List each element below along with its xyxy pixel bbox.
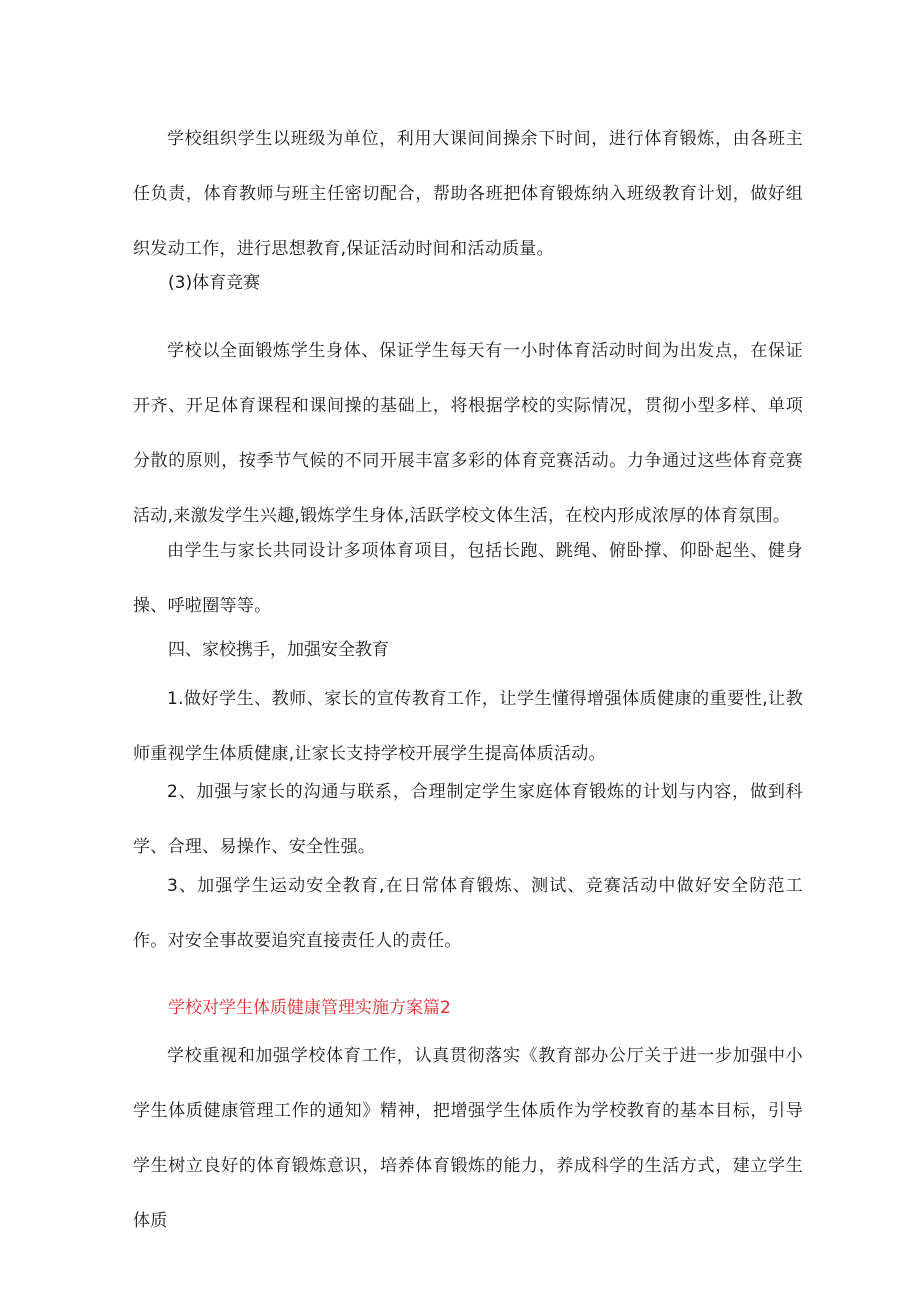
paragraph-item-2: 2、加强与家长的沟通与联系，合理制定学生家庭体育锻炼的计划与内容，做到科学、合理、易操作、安全性强。 — [133, 782, 803, 857]
paragraph-plan-2-intro: 学校重视和加强学校体育工作，认真贯彻落实《教育部办公厅关于进一步加强中小学生体质健康管理工作的通知》精神，把增强学生体质作为学校教育的基本目标，引导学生树立良好的体育锻炼意识，培养体育锻炼的能力，养成科学的生活方式，建立学生体质 — [133, 1046, 803, 1231]
paragraph-competition-activities: 学校以全面锻炼学生身体、保证学生每天有一小时体育活动时间为出发点，在保证开齐、开足体育课程和课间操的基础上，将根据学校的实际情况，贯彻小型多样、单项分散的原则，按季节气候的不同开展丰富多彩的体育竞赛活动。力争通过这些体育竞赛活动,来激发学生兴趣,锻炼学生身体,活跃学校文体生活，在校内形成浓厚的体育氛围。 — [133, 341, 803, 526]
paragraph-class-exercise: 学校组织学生以班级为单位，利用大课间间操余下时间，进行体育锻炼，由各班主任负责，体育教师与班主任密切配合，帮助各班把体育锻炼纳入班级教育计划，做好组织发动工作，进行思想教育,保证活动时间和活动质量。 — [133, 129, 803, 259]
heading-section-four: 四、家校携手，加强安全教育 — [168, 640, 389, 660]
paragraph-item-1: 1.做好学生、教师、家长的宣传教育工作，让学生懂得增强体质健康的重要性,让教师重视学生体质健康,让家长支持学校开展学生提高体质活动。 — [133, 689, 803, 764]
paragraph-item-3: 3、加强学生运动安全教育,在日常体育锻炼、测试、竞赛活动中做好安全防范工作。对安全事故要追究直接责任人的责任。 — [133, 876, 803, 951]
paragraph-joint-design: 由学生与家长共同设计多项体育项目，包括长跑、跳绳、俯卧撑、仰卧起坐、健身操、呼啦圈等等。 — [133, 541, 803, 616]
heading-sports-competition: (3)体育竞赛 — [168, 273, 261, 293]
heading-plan-part-2: 学校对学生体质健康管理实施方案篇2 — [168, 998, 451, 1018]
